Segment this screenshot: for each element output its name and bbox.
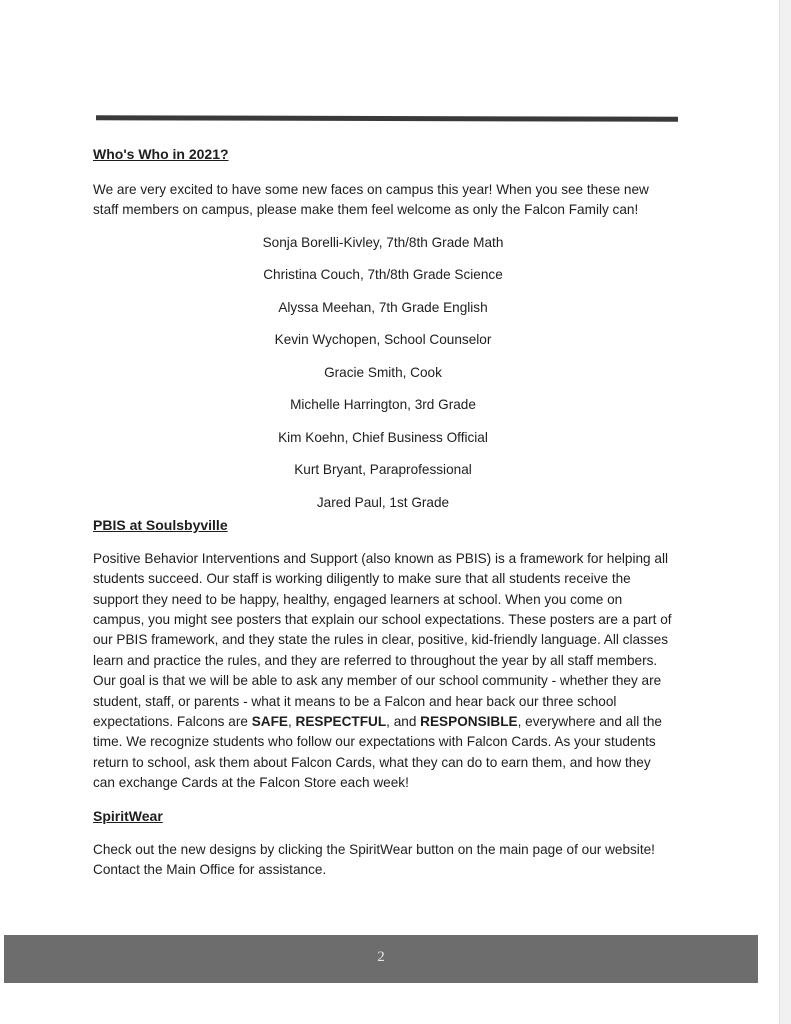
expectation-safe: SAFE xyxy=(251,714,288,730)
expectation-responsible: RESPONSIBLE xyxy=(420,714,518,730)
expectation-respectful: RESPECTFUL xyxy=(295,714,387,730)
whos-who-intro: We are very excited to have some new faces on campus this year! When you see these new staff members on campus, please make them feel welcome as only the Falcon Family can! xyxy=(93,182,649,218)
separator: , and xyxy=(386,714,421,730)
separator: , xyxy=(287,714,296,730)
page-number: 2 xyxy=(377,949,385,965)
staff-list xyxy=(93,233,673,515)
spiritwear-body: Check out the new designs by clicking the SpiritWear button on the main page of our website! Contact the Main Office for assistance. xyxy=(93,841,655,878)
pbis-heading: PBIS at Soulsbyville xyxy=(93,516,228,533)
pbis-body xyxy=(93,549,673,794)
staff-list-item: Kevin Wychopen, School Counselor xyxy=(274,332,492,348)
staff-list-item: Alyssa Meehan, 7th Grade English xyxy=(278,299,488,315)
staff-list-item: Gracie Smith, Cook xyxy=(324,364,442,380)
whos-who-heading: Who's Who in 2021? xyxy=(93,146,229,162)
spiritwear-heading: SpiritWear xyxy=(93,807,163,824)
staff-list-item: Michelle Harrington, 3rd Grade xyxy=(290,397,476,413)
footer-bar xyxy=(4,935,758,983)
newsletter-content xyxy=(93,144,673,881)
staff-list-item: Kurt Bryant, Paraprofessional xyxy=(294,462,472,478)
staff-list-item: Jared Paul, 1st Grade xyxy=(316,494,450,510)
staff-list-item: Sonja Borelli-Kivley, 7th/8th Grade Math xyxy=(262,234,504,250)
page-edge xyxy=(779,0,791,1024)
pbis-body-text: Positive Behavior Interventions and Support (also known as PBIS) is a framework for helping all students succeed. Our staff is working diligently to make sure that all students receive the support they need to be happy, healthy, engaged learners at school. When you come on campus, you might see posters that explain our school expectations. These posters are a part of our PBIS framework, and they state the rules in clear, positive, kid-friendly language. All classes learn and practice the rules, and they are referred to throughout the year by all staff members. Our goal is that we will be able to ask any member of our school community - whether they are student, staff, or parents - what it means to be a Falcon and hear back our three school expectations. Falcons are xyxy=(93,550,672,730)
top-divider-rule xyxy=(96,115,678,122)
staff-list-item: Kim Koehn, Chief Business Official xyxy=(278,429,488,445)
staff-list-item: Christina Couch, 7th/8th Grade Science xyxy=(263,267,503,283)
pbis-body-text: , everywhere and all the time. We recognize students who follow our expectations with Falcon Cards. As your students return to school, ask them about Falcon Cards, what they can do to earn them, and how they can exchange Cards at the Falcon Store each week! xyxy=(93,714,662,791)
